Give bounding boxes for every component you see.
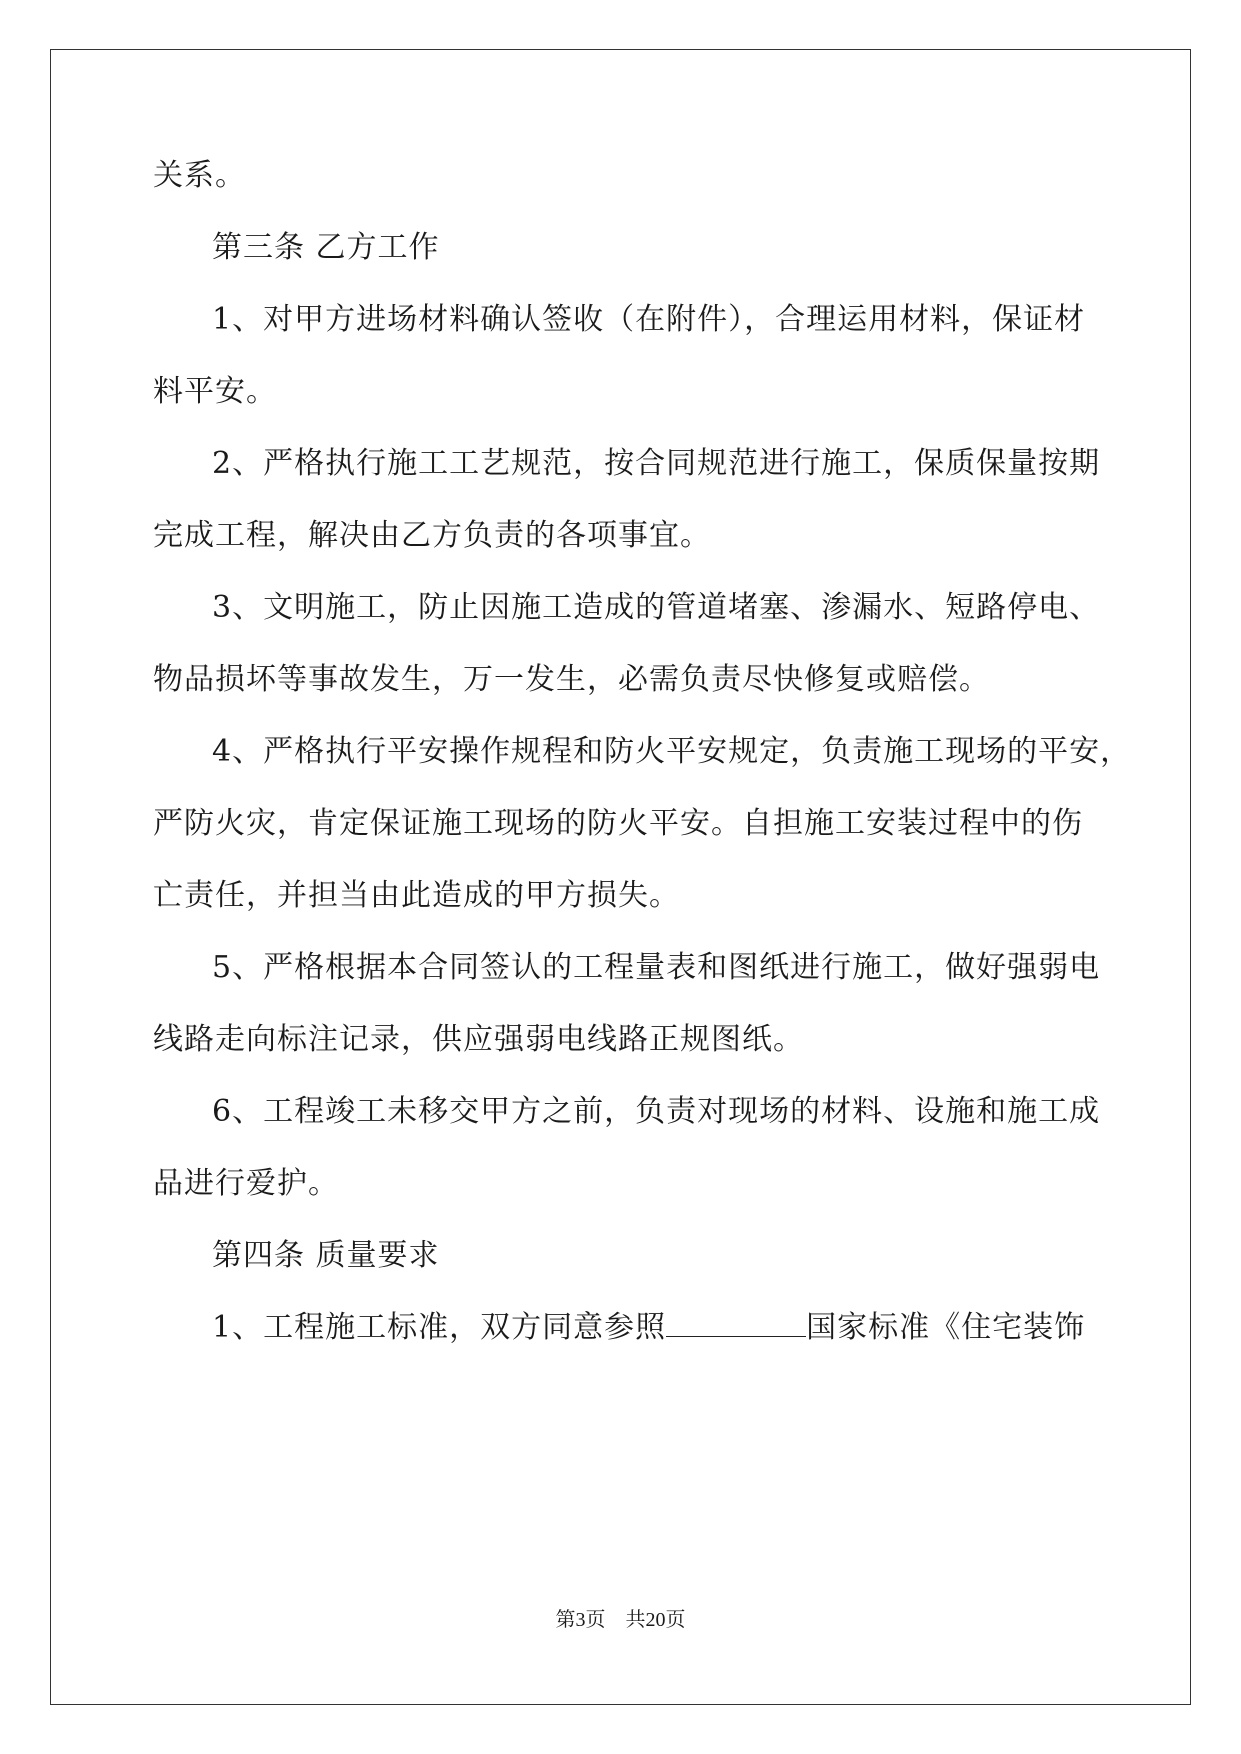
paragraph-line: 4、严格执行平安操作规程和防火平安规定，负责施工现场的平安， <box>212 734 1132 769</box>
paragraph-line: 亡责任，并担当由此造成的甲方损失。 <box>153 878 680 913</box>
paragraph-line: 料平安。 <box>153 374 277 409</box>
paragraph-line: 2、严格执行施工工艺规范，按合同规范进行施工，保质保量按期 <box>212 446 1101 481</box>
paragraph-line: 品进行爱护。 <box>153 1166 339 1201</box>
paragraph-line: 物品损坏等事故发生，万一发生，必需负责尽快修复或赔偿。 <box>153 662 990 697</box>
paragraph-line: 5、严格根据本合同签认的工程量表和图纸进行施工，做好强弱电 <box>212 950 1101 985</box>
paragraph-line: 3、文明施工，防止因施工造成的管道堵塞、渗漏水、短路停电、 <box>212 590 1101 625</box>
paragraph-line: 关系。 <box>153 158 246 193</box>
fill-in-blank <box>666 1310 806 1337</box>
section-heading: 第三条 乙方工作 <box>212 230 440 265</box>
paragraph-line: 6、工程竣工未移交甲方之前，负责对现场的材料、设施和施工成 <box>212 1094 1101 1129</box>
paragraph-line: 线路走向标注记录，供应强弱电线路正规图纸。 <box>153 1022 804 1057</box>
paragraph-line: 完成工程，解决由乙方负责的各项事宜。 <box>153 518 711 553</box>
paragraph-line: 1、对甲方进场材料确认签收（在附件），合理运用材料，保证材 <box>212 302 1086 337</box>
page-footer: 第3页 共20页 <box>555 1609 686 1631</box>
line-text-before-blank: 1、工程施工标准，双方同意参照 <box>212 1310 667 1345</box>
section-heading: 第四条 质量要求 <box>212 1238 440 1273</box>
paragraph-line: 严防火灾，肯定保证施工现场的防火平安。自担施工安装过程中的伤 <box>153 806 1083 841</box>
line-text-after-blank: 国家标准《住宅装饰 <box>806 1310 1086 1345</box>
paragraph-line-with-blank <box>212 1308 1085 1348</box>
